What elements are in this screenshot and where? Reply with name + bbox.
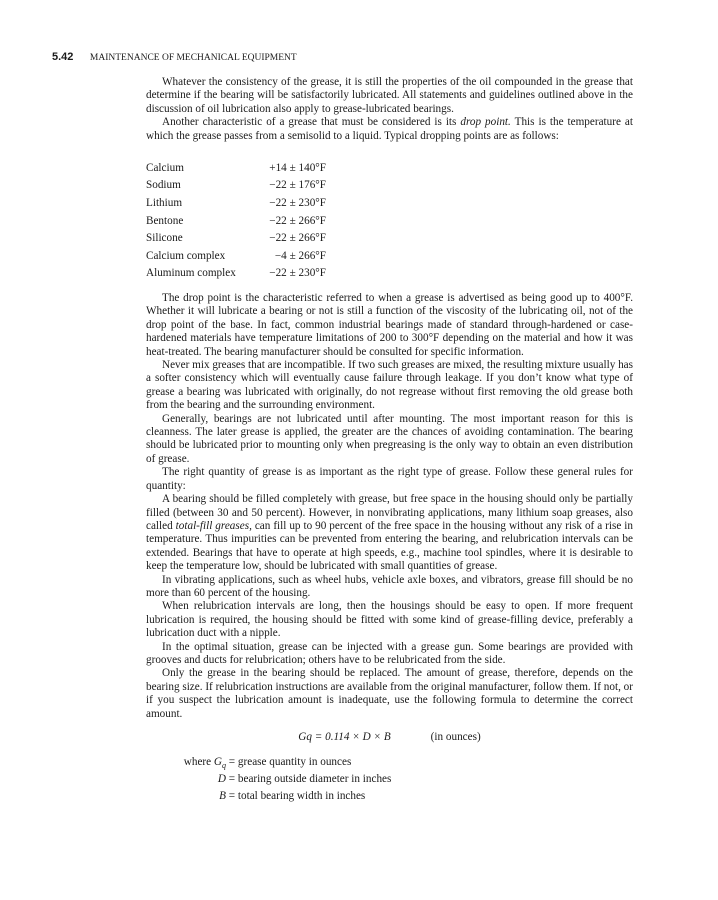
body-text <box>146 292 633 806</box>
material-name: Aluminum complex <box>146 267 236 280</box>
material-name: Bentone <box>146 214 184 227</box>
formula-expression: Gq = 0.114 × D × B <box>298 731 391 743</box>
drop-point-value: −22 ± 230°F <box>269 196 326 209</box>
paragraph <box>146 413 633 467</box>
table-row <box>146 177 326 195</box>
definition-symbol <box>146 773 226 790</box>
intro-text <box>146 76 633 143</box>
paragraph <box>146 574 633 601</box>
table-row <box>146 247 326 265</box>
running-header <box>52 51 297 63</box>
definition-lead: where <box>183 756 214 769</box>
definition-line <box>146 756 633 773</box>
drop-point-table <box>146 159 326 282</box>
definition-text: = total bearing width in inches <box>226 789 366 802</box>
paragraph <box>146 641 633 668</box>
paragraph-text: This is the temperature at which the grease passes from a semisolid to a liquid. Typical dropping points are as follows: <box>146 116 633 142</box>
drop-point-value: −22 ± 176°F <box>269 179 326 192</box>
paragraph <box>146 466 633 493</box>
symbol: B <box>219 789 226 802</box>
definition-symbol <box>146 790 226 807</box>
table-row <box>146 229 326 247</box>
drop-point-value: −4 ± 266°F <box>274 249 326 262</box>
table-row <box>146 194 326 212</box>
symbol: D <box>217 773 226 786</box>
paragraph-text: Only the grease in the bearing should be replaced. The amount of grease, therefore, depends on the bearing size. If relubrication instructions are available from the original manufacturer, follow them. If not, or if you suspect the lubrication amount is inadequate, use the following formula to determine the correct amount. <box>146 667 633 720</box>
italic-term: total-fill greases, <box>175 519 252 532</box>
paragraph <box>146 116 633 143</box>
subscript: q <box>222 761 226 771</box>
running-title: MAINTENANCE OF MECHANICAL EQUIPMENT <box>89 53 297 63</box>
definition-line <box>146 773 633 790</box>
paragraph <box>146 292 633 359</box>
paragraph-text: When relubrication intervals are long, then the housings should be easy to open. If more frequent lubrication is required, the housing should be fitted with some kind of grease-filling device, preferably a lubrication duct with a nipple. <box>146 600 633 640</box>
material-name: Lithium <box>146 196 183 209</box>
paragraph-text: In the optimal situation, grease can be injected with a grease gun. Some bearings are provided with grooves and ducts for relubrication; others have to be relubricated from the side. <box>146 640 633 666</box>
material-name: Silicone <box>146 232 183 245</box>
paragraph-text: Whatever the consistency of the grease, it is still the properties of the oil compounded in the grease that determine if the bearing will be satisfactorily lubricated. All statements and guidelines outlined above in the discussion of oil lubrication also apply to grease-lubricated bearings. <box>146 76 633 115</box>
symbol: G <box>213 756 222 769</box>
paragraph <box>146 359 633 413</box>
definition-text: = grease quantity in ounces <box>226 756 352 769</box>
paragraph <box>146 600 633 640</box>
definition-text: = bearing outside diameter in inches <box>226 773 392 786</box>
definition-symbol <box>146 756 226 773</box>
material-name: Calcium <box>146 161 184 174</box>
drop-point-value: −22 ± 266°F <box>269 214 326 227</box>
drop-point-value: −22 ± 230°F <box>269 267 326 280</box>
material-name: Sodium <box>146 179 181 192</box>
paragraph-text: Generally, bearings are not lubricated until after mounting. The most important reason for this is cleanness. The later grease is applied, the greater are the chances of avoiding contamination. The bearing should be lubricated prior to mounting only when pregreasing is the only way to obtain an even distribution of grease. <box>146 412 633 465</box>
table-row <box>146 159 326 177</box>
grease-quantity-formula <box>146 731 633 744</box>
variable-definitions <box>146 756 633 806</box>
italic-term: drop point. <box>460 116 511 129</box>
paragraph-text: Another characteristic of a grease that must be considered is its <box>162 116 461 129</box>
paragraph <box>146 667 633 721</box>
drop-point-value: −22 ± 266°F <box>269 232 326 245</box>
paragraph-text: In vibrating applications, such as wheel hubs, vehicle axle boxes, and vibrators, grease fill should be no more than 60 percent of the housing. <box>146 573 633 599</box>
table-row <box>146 212 326 230</box>
definition-line <box>146 790 633 807</box>
page-number: 5.42 <box>52 51 74 63</box>
paragraph <box>146 493 633 573</box>
paragraph-text: Never mix greases that are incompatible. If two such greases are mixed, the resulting mixture usually has a softer consistency which will eventually cause failure through leakage. If you don’t know what type of grease a bearing was lubricated with originally, do not regrease without first removing the old grease both from the bearing and the surrounding environment. <box>146 359 633 412</box>
paragraph-text: can fill up to 90 percent of the free space in the housing without any risk of a rise in temperature. Thus impurities can be prevented from entering the bearing, and relubrication intervals can be extended. Bearings that have to operate at high speeds, e.g., machine tool spindles, where it is desirable to keep the temperature low, should be lubricated with small quantities of grease. <box>146 519 633 573</box>
material-name: Calcium complex <box>146 249 226 262</box>
paragraph-text: A bearing should be filled completely with grease, but free space in the housing should only be partially filled (between 30 and 50 percent). However, in nonvibrating applications, many lithium soap greases, also called <box>146 493 633 532</box>
drop-point-value: +14 ± 140°F <box>269 161 326 174</box>
paragraph-text: The right quantity of grease is as important as the right type of grease. Follow these general rules for quantity: <box>146 466 633 492</box>
table-row <box>146 265 326 283</box>
paragraph-text: The drop point is the characteristic referred to when a grease is advertised as being good up to 400°F. Whether it will lubricate a bearing or not is still a function of the viscosity of the lubricating oil, not of the drop point of the base. In fact, common industrial bearings made of standard through-hardened or case-hardened materials have temperature limitations of 200 to 300°F depending on the material and how it was heat-treated. The bearing manufacturer should be consulted for specific information. <box>146 292 633 358</box>
formula-units: (in ounces) <box>430 731 481 743</box>
paragraph <box>146 76 633 116</box>
